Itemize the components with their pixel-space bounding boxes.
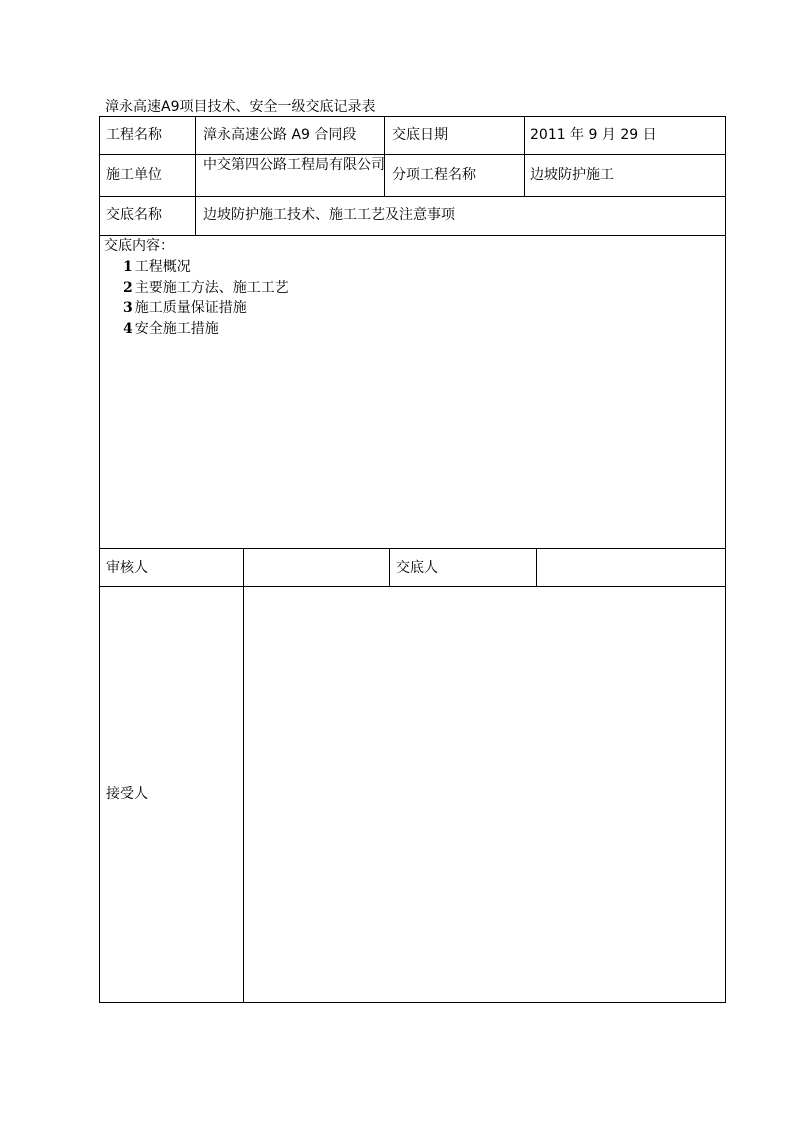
content-item-number: 2 — [123, 280, 133, 296]
table-border-bottom — [99, 1002, 726, 1003]
briefing-date-label: 交底日期 — [392, 127, 448, 143]
content-item-number: 4 — [123, 321, 133, 337]
table-border-left — [99, 116, 100, 1003]
construction-unit-value: 中交第四公路工程局有限公司 — [203, 157, 385, 173]
content-list-item — [123, 257, 191, 277]
discloser-label: 交底人 — [396, 560, 438, 576]
sub-project-value: 边坡防护施工 — [530, 167, 614, 183]
content-item-number: 1 — [123, 259, 133, 275]
column-divider — [195, 196, 196, 235]
column-divider — [195, 116, 196, 196]
briefing-record-table — [99, 116, 726, 1003]
document-title: 漳永高速A9项目技术、安全一级交底记录表 — [105, 99, 376, 115]
row-divider — [99, 154, 726, 155]
content-list-item — [123, 298, 247, 318]
content-list-item — [123, 319, 219, 339]
briefing-date-value: 2011 年 9 月 29 日 — [530, 127, 657, 143]
content-item-text: 施工质量保证措施 — [134, 300, 247, 316]
discloser-signature-field[interactable] — [542, 558, 718, 578]
receiver-signature-field[interactable] — [249, 592, 719, 992]
briefing-name-value: 边坡防护施工技术、施工工艺及注意事项 — [203, 207, 455, 223]
row-divider — [99, 586, 726, 587]
project-name-value: 漳永高速公路 A9 合同段 — [203, 127, 357, 143]
table-border-right — [725, 116, 726, 1003]
table-border-top — [99, 116, 726, 117]
briefing-name-label: 交底名称 — [106, 207, 162, 223]
content-list-item — [123, 278, 289, 298]
row-divider — [99, 196, 726, 197]
reviewer-signature-field[interactable] — [249, 558, 383, 578]
content-item-number: 3 — [123, 300, 133, 316]
column-divider — [389, 548, 390, 586]
reviewer-label: 审核人 — [106, 560, 148, 576]
column-divider — [524, 116, 525, 196]
column-divider — [243, 586, 244, 1002]
construction-unit-label: 施工单位 — [106, 167, 162, 183]
content-item-text: 工程概况 — [134, 259, 191, 275]
sub-project-label: 分项工程名称 — [392, 167, 476, 183]
column-divider — [536, 548, 537, 586]
column-divider — [243, 548, 244, 586]
briefing-content-label: 交底内容： — [104, 238, 174, 254]
content-item-text: 安全施工措施 — [134, 321, 219, 337]
row-divider — [99, 548, 726, 549]
content-item-text: 主要施工方法、施工工艺 — [134, 280, 289, 296]
row-divider — [99, 235, 726, 236]
project-name-label: 工程名称 — [106, 127, 162, 143]
receiver-label: 接受人 — [106, 786, 148, 802]
